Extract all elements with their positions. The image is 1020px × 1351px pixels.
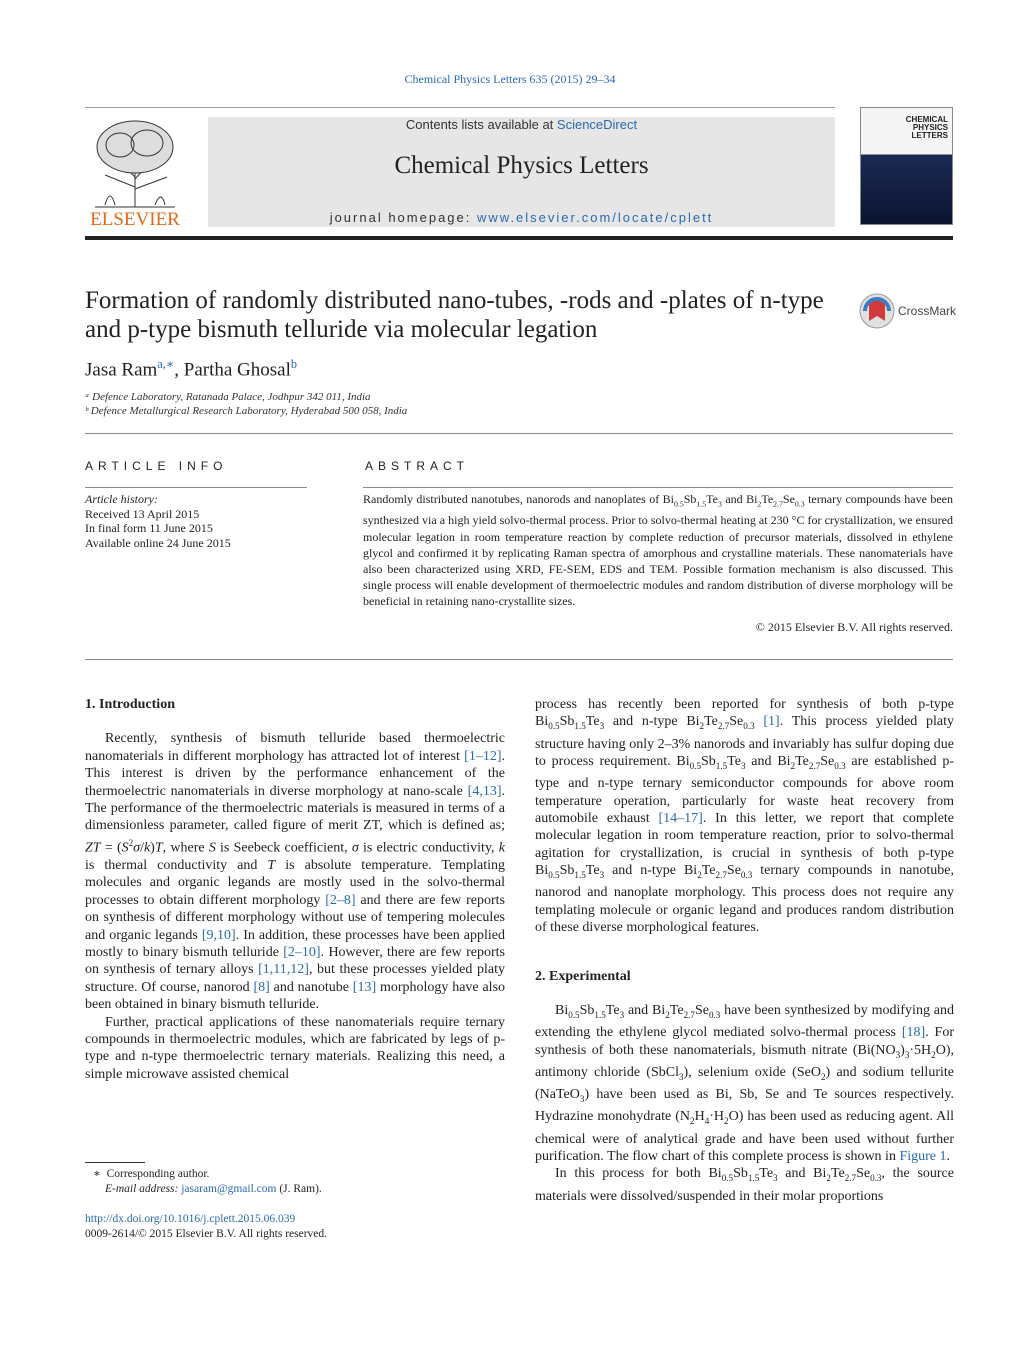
crossmark-badge[interactable]	[858, 292, 958, 330]
citation-link[interactable]: [1]	[763, 714, 780, 730]
citation-link[interactable]: [4,13]	[467, 783, 502, 799]
doi-link[interactable]: http://dx.doi.org/10.1016/j.cplett.2015.06.039	[85, 1213, 296, 1225]
article-history: Article history: Received 13 April 2015 In final form 11 June 2015 Available online 24 June 2015	[85, 492, 231, 550]
author-1-affiliation[interactable]: a,∗	[157, 357, 175, 371]
homepage-line: journal homepage: www.elsevier.com/locate/cplett	[329, 210, 714, 225]
journal-reference[interactable]: Chemical Physics Letters 635 (2015) 29–34	[404, 72, 616, 86]
header-rule	[85, 107, 835, 108]
abstract-copyright: © 2015 Elsevier B.V. All rights reserved.	[755, 620, 953, 634]
citation-link[interactable]: [2–10]	[283, 944, 321, 960]
article-info-heading: ARTICLE INFO	[85, 459, 228, 473]
doi-block	[85, 1212, 327, 1242]
author-list: Jasa Ram$^{a,∗}$, Partha Ghosal$^b$	[85, 357, 298, 381]
intro-paragraph-1: Recently, synthesis of bismuth telluride based thermoelectric nanomaterials in different morphology has attracted lot of interest [1–12]. This interest is driven by the performance enhancement of the thermoelectric nanomaterials in diverse morphology at nano-scale [4,13]. The performance of the thermoelectric materials is measured in terms of a dimensionless parameter, called figure of merit ZT, which is defined as; ZT = $(S^2\sigma/k)T$, where S is Seebeck coefficient, σ is electric conductivity, k is thermal conductivity and T is absolute temperature. Templating molecules and organic legands are mostly used in the solvo-thermal processes to obtain different morphology [2–8] and there are few reports on synthesis of different morphology without use of tempering molecules and organic legands [9,10]. In addition, these processes have been applied mostly to binary bismuth telluride [2–10]. However, there are few reports on synthesis of ternary alloys [1,11,12], but these processes yielded platy structure. Of course, nanorod [8] and nanotube [13] morphology have also been obtained in binary bismuth telluride.	[85, 731, 506, 1013]
journal-name: Chemical Physics Letters	[394, 152, 649, 179]
author-1: Jasa Ram	[85, 359, 158, 381]
body-column-right	[535, 696, 954, 1205]
elsevier-wordmark: ELSEVIER	[90, 209, 180, 229]
author-2: Partha Ghosal	[183, 359, 291, 381]
abstract-text: Randomly distributed nanotubes, nanorods and nanoplates of $Bi_{0.5}Sb_{1.5}Te_3$ and $Bi_2Te_{2.7}Se_{0.3}$ ternary compounds have been synthesized via a high yield solvo-thermal process. Prior to solvo-thermal heating at 230 °C for crystallization, we ensured molecular legation in room temperature reaction by complete reduction of precursor materials, dissolved in ethylene glycol and confirmed it by replicating Raman spectra of amorphous and crystalline materials. These nanomaterials have also been characterized using XRD, FE-SEM, EDS and TEM. Possible formation mechanism is also discussed. This single process will enable development of thermoelectric modules and random distribution of diverse morphology will be beneficial in retaining nano-crystallite sizes.	[363, 492, 953, 608]
issn-line: 0009-2614/© 2015 Elsevier B.V. All rights reserved.	[85, 1228, 328, 1240]
citation-link[interactable]: [9,10]	[201, 927, 236, 943]
divider	[85, 487, 307, 488]
author-2-affiliation[interactable]: b	[290, 357, 298, 371]
divider	[85, 433, 953, 434]
intro-paragraph-2-cont: process has recently been reported for synthesis of both p-type $Bi_{0.5}Sb_{1.5}Te_3$ and n-type $Bi_2Te_{2.7}Se_{0.3}$ [1]. This process yielded platy structure having only 2–3% nanorods and invariably has sulfur doping due to process requirement. $Bi_{0.5}Sb_{1.5}Te_3$ and $Bi_2Te_{2.7}Se_{0.3}$ are established p-type and n-type ternary semiconductor compounds for above room temperature operation, particularly for waste heat recovery from automobile exhaust [14–17]. In this letter, we report that complete molecular legation in room temperature reaction, prior to solvo-thermal agitation for crystallization, is crucial in synthesis of both p-type $Bi_{0.5}Sb_{1.5}Te_3$ and n-type $Bi_2Te_{2.7}Se_{0.3}$ ternary compounds in nanotube, nanorod and nanoplate morphology. This process does not require any templating molecule or organic legand and produces random distribution of these diverse morphological features.	[535, 697, 954, 936]
citation-link[interactable]: [8]	[253, 979, 270, 995]
intro-paragraph-2: Further, practical applications of these nanomaterials require ternary compounds in thermoelectric modules, which are fabricated by legs of p-type and n-type thermoelectric ternary materials. Realizing this need, a simple microwave assisted chemical	[85, 1014, 505, 1082]
section-heading-experimental: 2. Experimental	[535, 968, 631, 984]
abstract-heading: ABSTRACT	[365, 459, 470, 473]
section-heading-introduction: 1. Introduction	[85, 697, 175, 712]
divider	[85, 659, 953, 660]
exp-paragraph-2: In this process for both $Bi_{0.5}Sb_{1.5}Te_3$ and $Bi_2Te_{2.7}Se_{0.3}$, the source materials were dissolved/suspended in their molar proportions	[535, 1166, 954, 1204]
crossmark-icon	[858, 292, 896, 330]
email-link[interactable]: jasaram@gmail.com	[181, 1183, 277, 1195]
sciencedirect-link[interactable]: ScienceDirect	[556, 117, 638, 132]
corresponding-author-footnote: ∗ Corresponding author. E-mail address: jasaram@gmail.com (J. Ram).	[93, 1168, 322, 1195]
contents-line: Contents lists available at ScienceDirect	[405, 117, 638, 132]
homepage-link[interactable]: www.elsevier.com/locate/cplett	[477, 210, 714, 225]
crossmark-label: CrossMark	[898, 304, 957, 318]
footnote-rule	[85, 1162, 145, 1163]
figure-link[interactable]: Figure 1	[899, 1148, 947, 1164]
citation-link[interactable]: [2–8]	[325, 892, 356, 908]
citation-link[interactable]: [18]	[901, 1025, 926, 1041]
body-column-left	[85, 696, 505, 1083]
citation-link[interactable]: [14–17]	[658, 811, 703, 827]
citation-link[interactable]: [1,11,12]	[258, 962, 309, 978]
elsevier-tree-logo	[85, 117, 185, 229]
journal-cover-thumbnail[interactable]	[860, 107, 953, 225]
citation-link[interactable]: [1–12]	[464, 748, 502, 764]
divider	[363, 487, 953, 488]
affiliation-b: ᵇ Defence Metallurgical Research Laboratory, Hyderabad 500 058, India	[85, 405, 408, 417]
header-thick-rule	[85, 236, 953, 240]
affiliation-a: ᵃ Defence Laboratory, Ratanada Palace, Jodhpur 342 011, India	[85, 391, 371, 403]
citation-link[interactable]: [13]	[352, 979, 377, 995]
cover-title: CHEMICAL PHYSICS LETTERS	[905, 115, 948, 140]
exp-paragraph-1: $Bi_{0.5}Sb_{1.5}Te_3$ and $Bi_2Te_{2.7}Se_{0.3}$ have been synthesized by modifying and extending the ethylene glycol mediated solvo-thermal process [18]. For synthesis of both these nanomaterials, bismuth nitrate $(Bi(NO_3)_3\cdot 5H_2O)$, antimony chloride (SbCl$_3$), selenium oxide (SeO$_2$) and sodium tellurite (NaTeO$_3$) have been used as Bi, Sb, Se and Te sources respectively. Hydrazine monohydrate $(N_2H_4\cdot H_2O)$ has been used as reducing agent. All chemical were of analytical grade and have been used without further purification. The flow chart of this complete process is shown in Figure 1.	[535, 1003, 955, 1164]
article-title: Formation of randomly distributed nano-tubes, -rods and -plates of n-type and p-type bismuth telluride via molecular legation	[85, 287, 824, 343]
